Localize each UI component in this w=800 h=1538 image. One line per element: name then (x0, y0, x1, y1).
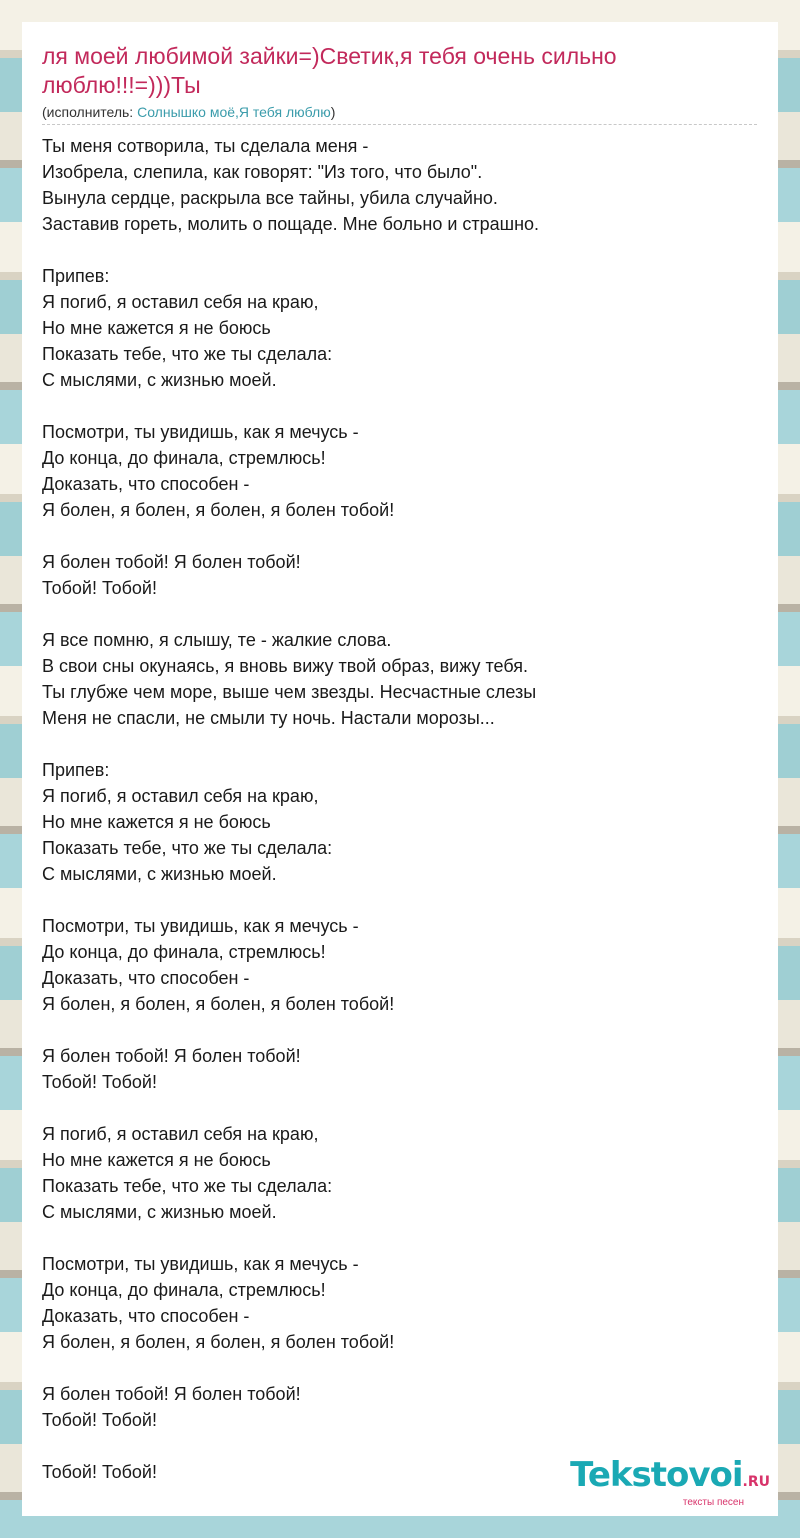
lyric-line: Но мне кажется я не боюсь (42, 318, 271, 338)
lyric-line: Тобой! Тобой! (42, 578, 157, 598)
lyric-line: Тобой! Тобой! (42, 1410, 157, 1430)
lyric-line: С мыслями, с жизнью моей. (42, 864, 277, 884)
logo-wordmark: Tekstovoi (570, 1455, 743, 1495)
lyric-line: Меня не спасли, не смыли ту ночь. Настали морозы... (42, 708, 495, 728)
lyric-line: Ты глубже чем море, выше чем звезды. Несчастные слезы (42, 682, 537, 702)
lyric-line: Я болен, я болен, я болен, я болен тобой! (42, 500, 395, 520)
lyrics-text (42, 133, 757, 1485)
lyric-line: Припев: (42, 760, 110, 780)
lyric-line (42, 523, 757, 549)
site-logo[interactable] (570, 1455, 770, 1508)
lyric-line: Заставив гореть, молить о пощаде. Мне больно и страшно. (42, 214, 540, 234)
lyric-line: Тобой! Тобой! (42, 1462, 157, 1482)
lyric-line (42, 393, 757, 419)
lyric-line (42, 1095, 757, 1121)
lyric-line: До конца, до финала, стремлюсь! (42, 1280, 326, 1300)
performer-prefix: (исполнитель: (42, 104, 138, 120)
lyric-line: Изобрела, слепила, как говорят: "Из того, что было". (42, 162, 483, 182)
logo-tagline: тексты песен (682, 1497, 744, 1508)
lyrics-card (22, 22, 778, 1516)
lyric-line: Я погиб, я оставил себя на краю, (42, 292, 319, 312)
lyric-line: Я все помню, я слышу, те - жалкие слова. (42, 630, 392, 650)
lyric-line (42, 887, 757, 913)
lyric-line: Ты меня сотворила, ты сделала меня - (42, 136, 369, 156)
lyric-line: Я болен, я болен, я болен, я болен тобой! (42, 994, 395, 1014)
lyric-line: С мыслями, с жизнью моей. (42, 1202, 277, 1222)
lyric-line: Доказать, что способен - (42, 968, 250, 988)
lyric-line: Припев: (42, 266, 110, 286)
lyric-line (42, 1017, 757, 1043)
lyric-line: Я болен тобой! Я болен тобой! (42, 1384, 301, 1404)
lyric-line: Я болен тобой! Я болен тобой! (42, 1046, 301, 1066)
lyric-line (42, 1225, 757, 1251)
lyric-line: Вынула сердце, раскрыла все тайны, убила случайно. (42, 188, 498, 208)
lyric-line: Посмотри, ты увидишь, как я мечусь - (42, 422, 359, 442)
lyric-line: Доказать, что способен - (42, 1306, 250, 1326)
lyric-line: Я погиб, я оставил себя на краю, (42, 1124, 319, 1144)
lyric-line (42, 1355, 757, 1381)
lyric-line: Показать тебе, что же ты сделала: (42, 1176, 333, 1196)
lyric-line: С мыслями, с жизнью моей. (42, 370, 277, 390)
lyric-line: В свои сны окунаясь, я вновь вижу твой образ, вижу тебя. (42, 656, 528, 676)
lyric-line: Доказать, что способен - (42, 474, 250, 494)
lyric-line: Я погиб, я оставил себя на краю, (42, 786, 319, 806)
lyric-line: Тобой! Тобой! (42, 1072, 157, 1092)
lyric-line (42, 731, 757, 757)
performer-line (42, 102, 757, 125)
lyric-line: Но мне кажется я не боюсь (42, 1150, 271, 1170)
lyric-line: Показать тебе, что же ты сделала: (42, 838, 333, 858)
lyric-line: Показать тебе, что же ты сделала: (42, 344, 333, 364)
performer-suffix: ) (330, 104, 336, 120)
lyric-line (42, 601, 757, 627)
lyric-line (42, 237, 757, 263)
lyric-line: Но мне кажется я не боюсь (42, 812, 271, 832)
song-title: ля моей любимой зайки=)Светик,я тебя очень сильно люблю!!!=)))Ты (42, 43, 617, 98)
lyric-line: До конца, до финала, стремлюсь! (42, 942, 326, 962)
performer-link[interactable]: Солнышко моё,Я тебя люблю (137, 104, 331, 120)
logo-domain: .RU (742, 1474, 770, 1490)
lyric-line: Посмотри, ты увидишь, как я мечусь - (42, 916, 359, 936)
lyric-line: Посмотри, ты увидишь, как я мечусь - (42, 1254, 359, 1274)
lyric-line: Я болен, я болен, я болен, я болен тобой! (42, 1332, 395, 1352)
lyric-line: Я болен тобой! Я болен тобой! (42, 552, 301, 572)
lyric-line: До конца, до финала, стремлюсь! (42, 448, 326, 468)
